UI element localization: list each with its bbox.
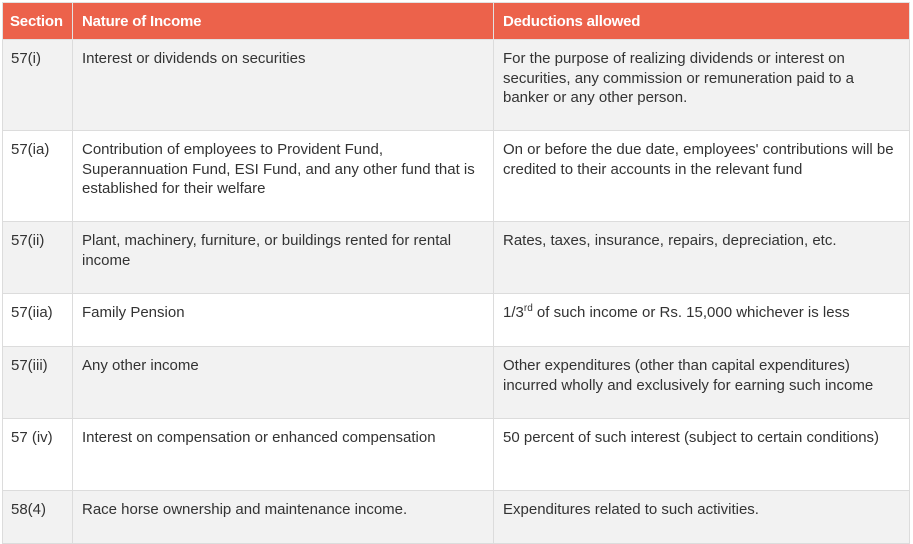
- table-row: [3, 419, 910, 491]
- section-cell: 57(iia): [3, 294, 73, 347]
- nature-cell: Race horse ownership and maintenance income.: [73, 491, 494, 544]
- table-row: [3, 131, 910, 222]
- table-row: [3, 347, 910, 419]
- income-deductions-table: [2, 2, 910, 544]
- nature-cell: Interest on compensation or enhanced compensation: [73, 419, 494, 491]
- ordinal-superscript: rd: [523, 303, 533, 314]
- table-row: [3, 491, 910, 544]
- deductions-cell: Expenditures related to such activities.: [494, 491, 910, 544]
- deductions-fraction: 1/3: [503, 304, 524, 321]
- deductions-cell: [494, 294, 910, 347]
- nature-cell: Interest or dividends on securities: [73, 40, 494, 131]
- section-cell: 57(iii): [3, 347, 73, 419]
- header-row: [3, 3, 910, 40]
- nature-cell: Plant, machinery, furniture, or buildings rented for rental income: [73, 222, 494, 294]
- deductions-text: of such income or Rs. 15,000 whichever is less: [532, 304, 850, 321]
- deductions-cell: Other expenditures (other than capital expenditures) incurred wholly and exclusively for earning such income: [494, 347, 910, 419]
- table-body: [3, 40, 910, 544]
- table-row: [3, 40, 910, 131]
- header-nature-of-income: Nature of Income: [73, 3, 494, 40]
- section-cell: 57 (iv): [3, 419, 73, 491]
- table-row: [3, 294, 910, 347]
- header-deductions-allowed: Deductions allowed: [494, 3, 910, 40]
- deductions-cell: On or before the due date, employees' contributions will be credited to their accounts in the relevant fund: [494, 131, 910, 222]
- section-cell: 57(ia): [3, 131, 73, 222]
- section-cell: 57(i): [3, 40, 73, 131]
- nature-cell: Family Pension: [73, 294, 494, 347]
- table-header: [3, 3, 910, 40]
- header-section: Section: [3, 3, 73, 40]
- deductions-cell: Rates, taxes, insurance, repairs, depreciation, etc.: [494, 222, 910, 294]
- nature-cell: Any other income: [73, 347, 494, 419]
- table-row: [3, 222, 910, 294]
- nature-cell: Contribution of employees to Provident Fund, Superannuation Fund, ESI Fund, and any other fund that is established for their welfare: [73, 131, 494, 222]
- deductions-cell: 50 percent of such interest (subject to certain conditions): [494, 419, 910, 491]
- section-cell: 58(4): [3, 491, 73, 544]
- deductions-cell: For the purpose of realizing dividends or interest on securities, any commission or remuneration paid to a banker or any other person.: [494, 40, 910, 131]
- section-cell: 57(ii): [3, 222, 73, 294]
